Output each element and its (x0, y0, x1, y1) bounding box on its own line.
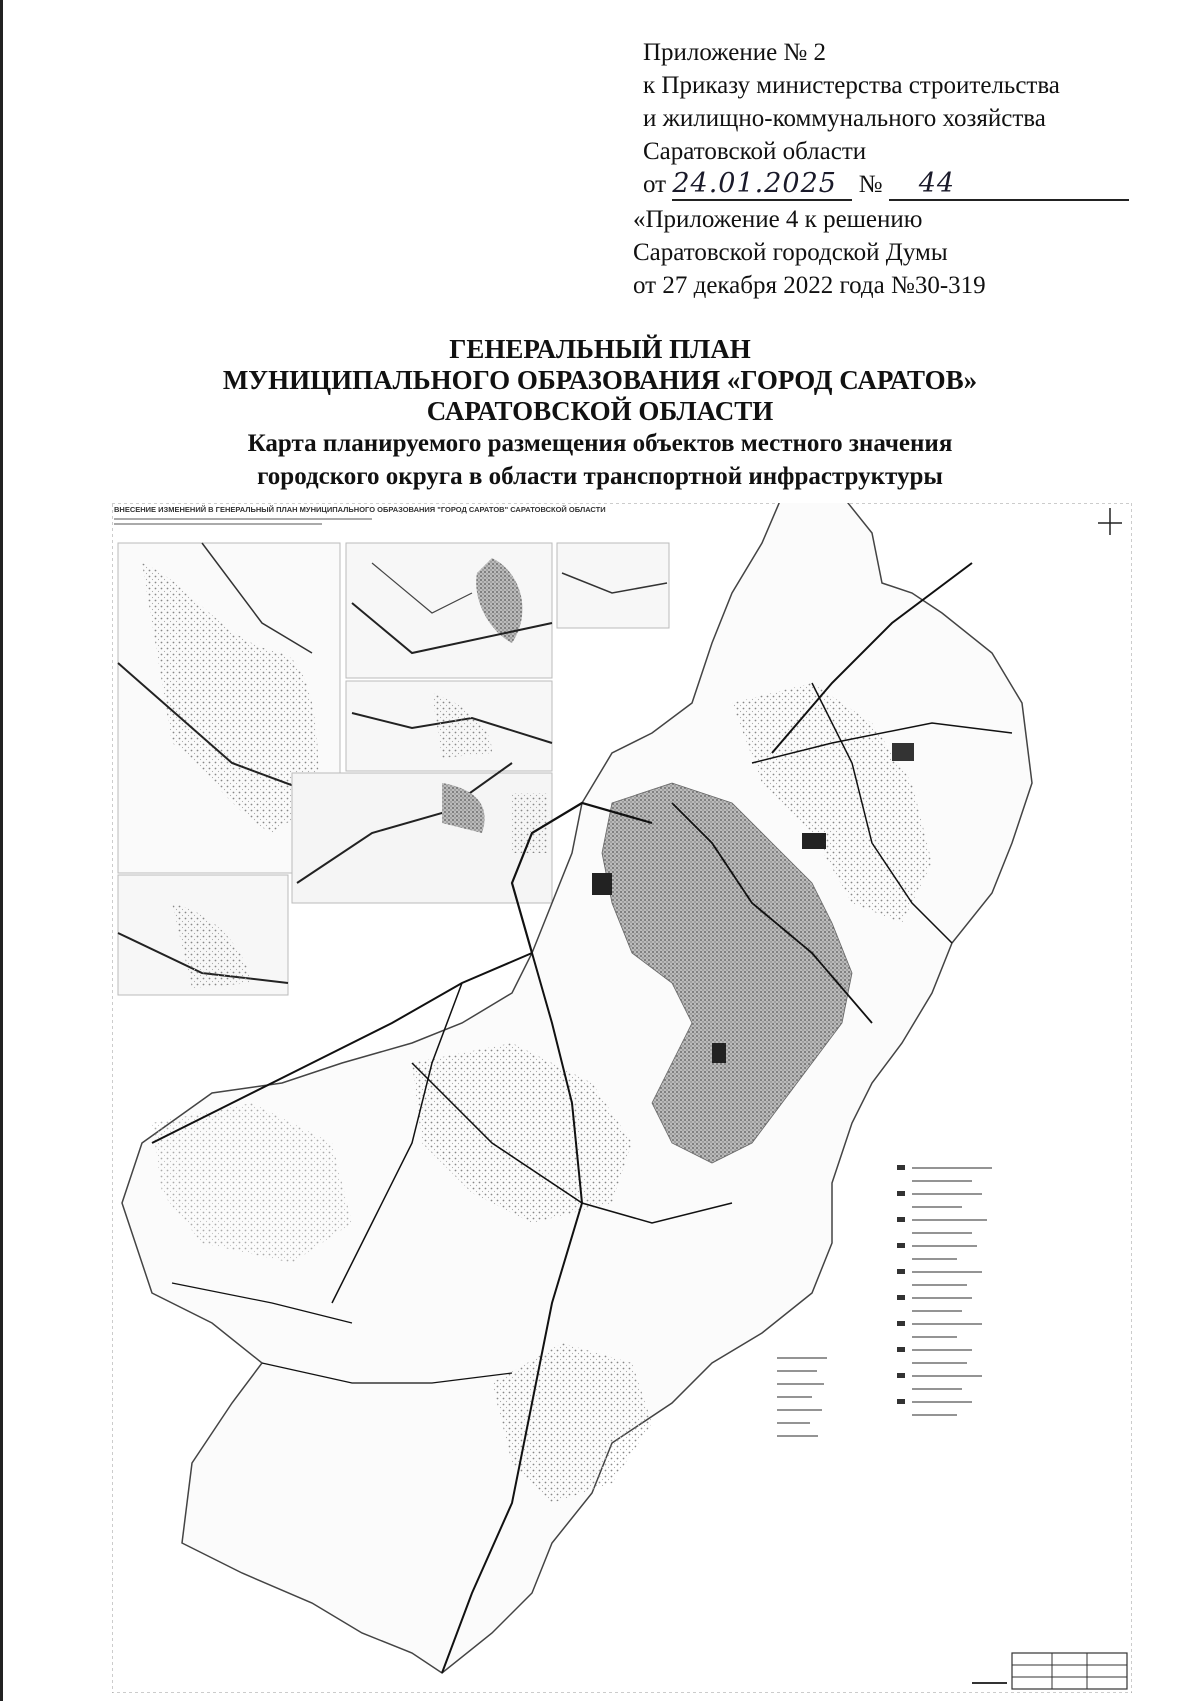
scan-edge (0, 0, 3, 1701)
title-block (0, 334, 1200, 493)
inset-panel-4 (346, 681, 552, 771)
appendix2-line-3: от 27 декабря 2022 года №30-319 (633, 272, 986, 299)
inset-panel-3 (557, 543, 669, 628)
appendix-block (643, 36, 1163, 201)
industrial-zone (712, 1043, 726, 1063)
map-stamp-block (972, 1653, 1127, 1689)
appendix-line-4: Саратовской области (643, 138, 867, 165)
map-header-text: ВНЕСЕНИЕ ИЗМЕНЕНИЙ В ГЕНЕРАЛЬНЫЙ ПЛАН МУНИЦИПАЛЬНОГО ОБРАЗОВАНИЯ "ГОРОД САРАТОВ" САРАТОВСКОЙ ОБЛАСТИ (114, 505, 606, 514)
appendix-line-2: к Приказу министерства строительства (643, 72, 1060, 99)
title-line-1: ГЕНЕРАЛЬНЫЙ ПЛАН (449, 334, 751, 364)
title-line-3: САРАТОВСКОЙ ОБЛАСТИ (426, 396, 774, 426)
legend-column-right (912, 1168, 992, 1415)
handwritten-date: 24.01.2025 (672, 168, 837, 199)
title-line-2: МУНИЦИПАЛЬНОГО ОБРАЗОВАНИЯ «ГОРОД САРАТОВ» (222, 365, 978, 395)
handwritten-number-field (889, 170, 1129, 201)
handwritten-date-field (672, 170, 852, 201)
appendix-date-line (643, 168, 1163, 201)
subtitle-line-2: городского округа в области транспортной инфраструктуры (257, 463, 943, 490)
appendix2-line-1: «Приложение 4 к решению (633, 206, 923, 233)
inset-panel-2 (346, 543, 552, 678)
appendix2-block (633, 203, 986, 302)
appendix2-line-2: Саратовской городской Думы (633, 239, 948, 266)
date-prefix: от (643, 171, 667, 198)
inset-panel-6 (118, 875, 288, 995)
appendix-line-3: и жилищно-коммунального хозяйства (643, 105, 1046, 132)
handwritten-number: 44 (918, 168, 956, 199)
industrial-zone (802, 833, 826, 849)
appendix-line-1: Приложение № 2 (643, 39, 827, 66)
subtitle-line-1: Карта планируемого размещения объектов местного значения (247, 430, 953, 457)
industrial-zone (592, 873, 612, 895)
general-plan-map (112, 503, 1132, 1693)
north-arrow-icon (1098, 508, 1122, 535)
number-prefix: № (858, 171, 883, 198)
industrial-zone (892, 743, 914, 761)
legend-symbols (897, 1165, 905, 1404)
legend-column-left (777, 1358, 827, 1436)
